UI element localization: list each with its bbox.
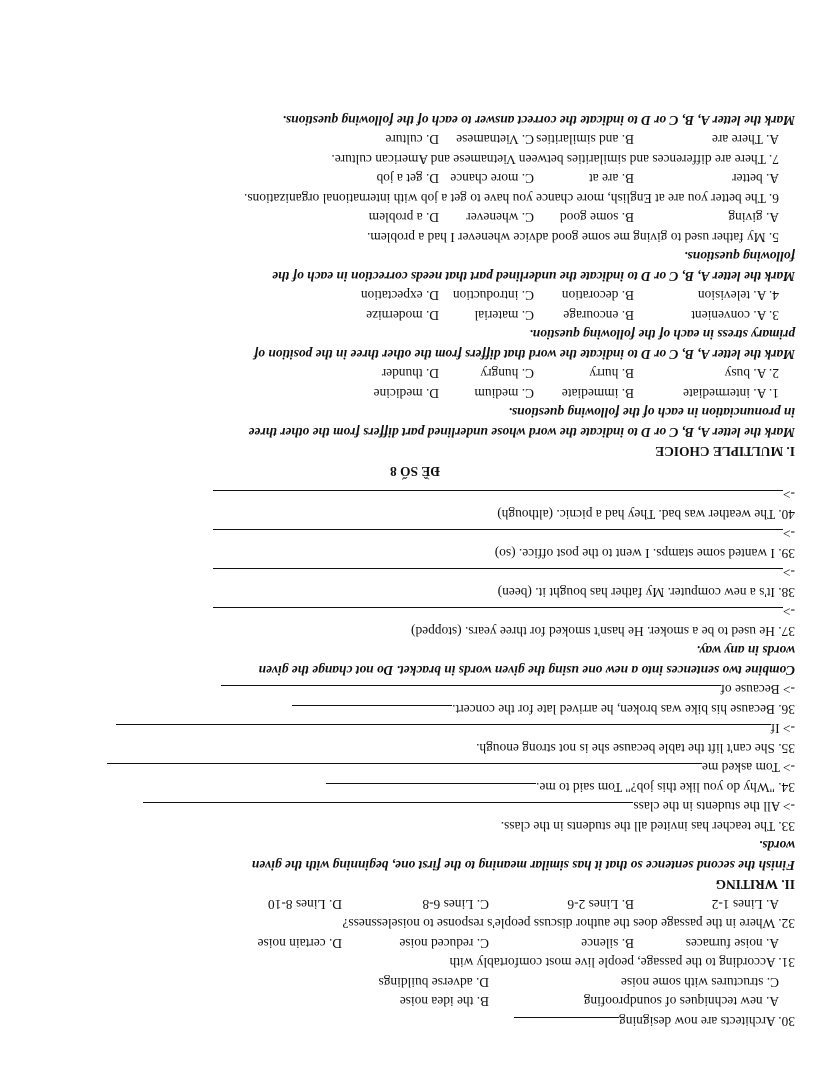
option-c: C. Lines 6-8 (422, 897, 489, 912)
option-a: 2. A. busy (724, 366, 779, 382)
option-d: D. adverse buildings (378, 975, 489, 990)
option-d: D. culture (385, 132, 439, 148)
pronunciation-instruction-cont: in pronunciation in each of the following questions. (508, 405, 795, 421)
answer-line (143, 803, 633, 816)
option-a: A. giving (728, 210, 779, 226)
option-c: C. material (474, 308, 534, 323)
option-b: B. encourage (563, 308, 634, 323)
option-c: C. reduced noise (399, 936, 489, 951)
answer-line (213, 530, 783, 543)
option-d: D. Lines 8-10 (267, 897, 342, 912)
option-c: C. whenever (466, 210, 534, 226)
question-5: 5. My father used to giving me some good advice whenever I had a problem. (366, 230, 779, 245)
question-3-options (35, 306, 795, 326)
option-a: A. new techniques of soundproofing (583, 994, 779, 1010)
question-33: 33. The teacher has invited all the students in the class. (500, 819, 795, 834)
q35-stem: -> If (35, 719, 795, 739)
question-2-options (35, 364, 795, 384)
option-c: C. Vietnamese (456, 132, 534, 148)
q36-stem: -> Because of (35, 680, 795, 700)
question-7: 7. There are differences and similarities between Vietnamese and American culture. (331, 152, 779, 167)
correction-instruction: Mark the letter A, B, C or D to indicate the underlined part that needs correction in each of the (272, 269, 795, 284)
option-d: D. modernize (366, 308, 439, 323)
answer-instruction: Mark the letter A, B, C or D to indicate the correct answer to each of the following questions. (282, 113, 795, 128)
option-b: B. immediate (561, 386, 634, 401)
answer-line (213, 569, 783, 582)
option-c: C. medium (474, 386, 534, 401)
option-b: B. and similarities (536, 132, 634, 148)
exam-title: ĐỀ SỐ 8 (390, 464, 440, 479)
question-30: 30. Architects are now designing (35, 1012, 795, 1032)
option-b: B. decoration (561, 288, 634, 304)
q31-options (35, 934, 795, 954)
answer-line (116, 725, 771, 738)
question-31: 31. According to the passage, people live most comfortably with (449, 955, 795, 971)
option-a: A. Lines 1-2 (711, 897, 779, 912)
option-c: C. structures with some noise (620, 975, 779, 990)
correction-instruction-cont: following questions. (684, 249, 795, 265)
writing-instruction-1-cont: words. (758, 838, 795, 854)
question-35: 35. She can't lift the table because she is not strong enough. (476, 741, 795, 756)
question-39: 39. I wanted some stamps. I went to the post office. (so) (494, 546, 795, 561)
option-b: B. the idea noise (399, 994, 489, 1010)
q34-stem: -> Tom asked me (35, 758, 795, 778)
q30-options-row2 (35, 973, 795, 993)
option-d: D. expectation (360, 288, 439, 304)
option-c: C. hungry (480, 366, 534, 382)
pronunciation-instruction: Mark the letter A, B, C or D to indicate the word whose underlined part differs from the other three (248, 425, 795, 440)
q38-answer: -> (35, 563, 795, 583)
answer-line (107, 764, 702, 777)
question-34: 34. "Why do you like this job?" Tom said to me. (35, 778, 795, 798)
page-content (35, 111, 795, 1032)
question-4-options (35, 286, 795, 306)
option-d: D. thunder (381, 366, 439, 382)
section-writing-heading: II. WRITING (715, 877, 795, 893)
question-7-options (35, 130, 795, 150)
option-d: D. medicine (373, 386, 439, 401)
question-40: 40. The weather was bad. They had a picnic. (although) (497, 507, 795, 522)
option-c: C. more chance (450, 171, 534, 187)
section-multiple-choice-heading: I. MULTIPLE CHOICE (655, 444, 795, 460)
q39-answer: -> (35, 524, 795, 544)
writing-instruction-2: Combine two sentences into a new one using the given words in bracket. Do not change the given (258, 663, 795, 678)
answer-line (221, 686, 721, 699)
question-36: 36. Because his bike was broken, he arrived late for the concert. (35, 700, 795, 720)
q37-answer: -> (35, 602, 795, 622)
q33-stem: -> All the students in the class (35, 797, 795, 817)
question-5-options (35, 208, 795, 228)
question-37: 37. He used to be a smoker. He hasn't smoked for three years. (stopped) (411, 624, 795, 639)
q40-answer: -> (35, 485, 795, 505)
writing-instruction-1: Finish the second sentence so that it has similar meaning to the first one, beginning with the given (251, 858, 795, 873)
writing-instruction-2-cont: words in any way. (696, 643, 795, 659)
question-6: 6. The better you are at English, more chance you have to get a job with international organizations. (244, 191, 779, 206)
answer-line (213, 608, 783, 621)
question-32: 32. Where in the passage does the author discuss people's response to noiselessness? (342, 916, 795, 932)
option-c: C. introduction (452, 288, 534, 304)
option-a: 1. A. intermediate (683, 386, 779, 401)
option-d: D. get a job (376, 171, 439, 187)
stress-instruction: Mark the letter A, B, C or D to indicate the word that differs from the other three in the position of (253, 347, 795, 362)
option-a: 3. A. convenient (691, 308, 779, 323)
option-b: B. some good (559, 210, 634, 226)
option-a: A. There are (711, 132, 779, 148)
option-d: D. certain noise (257, 936, 342, 951)
option-d: D. a problem (368, 210, 439, 226)
option-a: A. better (732, 171, 779, 187)
q30-options-row1 (35, 992, 795, 1012)
option-b: B. Lines 2-6 (567, 897, 634, 912)
stress-instruction-cont: primary stress in each of the following question. (529, 327, 795, 343)
q32-options (35, 895, 795, 915)
answer-line (292, 705, 452, 718)
question-1-options (35, 384, 795, 404)
option-b: B. silence (581, 936, 634, 951)
question-6-options (35, 169, 795, 189)
answer-blank (514, 1017, 619, 1030)
answer-line (213, 491, 783, 504)
option-a: A. noise furnaces (685, 936, 779, 951)
question-38: 38. It's a new computer. My father has bought it. (been) (497, 585, 795, 600)
option-b: B. are at (589, 171, 634, 187)
option-a: 4. A. television (697, 288, 779, 304)
answer-line (326, 783, 536, 796)
option-b: B. hurry (589, 366, 634, 382)
